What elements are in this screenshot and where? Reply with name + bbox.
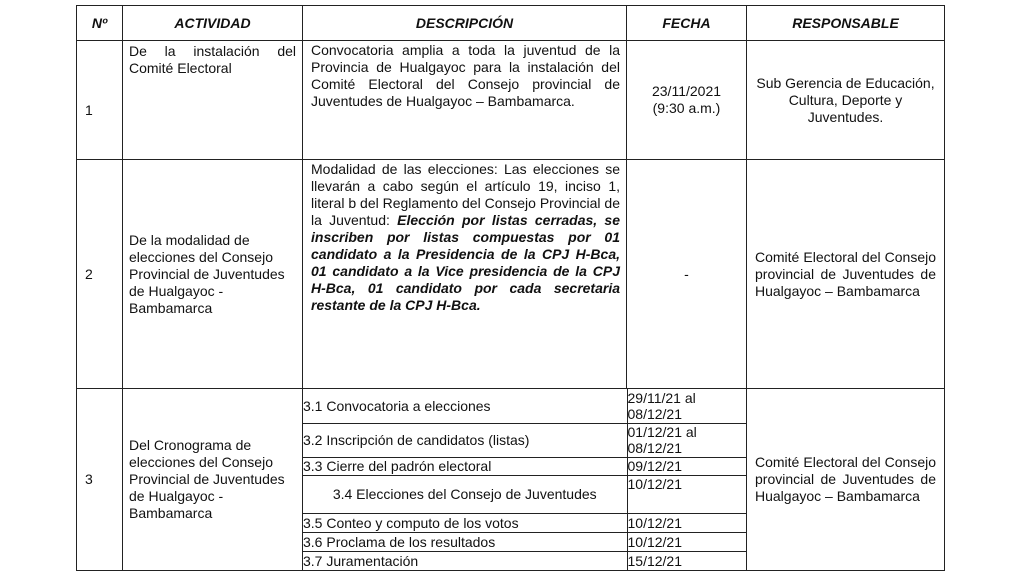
header-descripcion: DESCRIPCIÓN	[303, 6, 627, 41]
schedule-item	[303, 389, 747, 423]
row-responsable: Comité Electoral del Consejo provincial de Juventudes de Hualgayoc – Bambamarca	[747, 389, 945, 571]
schedule-item	[303, 475, 747, 513]
schedule-activity: 3.6 Proclama de los resultados	[303, 532, 627, 551]
row-descripcion	[303, 160, 627, 389]
schedule-activity: 3.1 Convocatoria a elecciones	[303, 389, 627, 423]
row-actividad: Del Cronograma de elecciones del Consejo Provincial de Juventudes de Hualgayoc - Bambamarca	[123, 389, 303, 571]
row-responsable: Comité Electoral del Consejo provincial de Juventudes de Hualgayoc – Bambamarca	[747, 160, 945, 389]
descripcion-normal: Modalidad de las elecciones: Las elecciones se llevarán a cabo según el artículo 19, inciso 1, literal b del Reglamento del Consejo Provincial de la Juventud:	[311, 161, 620, 228]
schedule-date: 09/12/21	[627, 457, 747, 475]
table-row	[77, 160, 945, 389]
schedule-date: 10/12/21	[627, 513, 747, 532]
table-row	[77, 389, 945, 571]
schedule-item	[303, 532, 747, 551]
row-descripcion: Convocatoria amplia a toda la juventud de la Provincia de Hualgayoc para la instalación del Comité Electoral del Consejo provincial de Juventudes de Hualgayoc – Bambamarca.	[303, 41, 627, 160]
schedule-subtable	[303, 389, 747, 570]
header-actividad: ACTIVIDAD	[123, 6, 303, 41]
schedule-date: 10/12/21	[627, 532, 747, 551]
row-actividad: De la modalidad de elecciones del Consejo Provincial de Juventudes de Hualgayoc - Bambamarca	[123, 160, 303, 389]
row-responsable: Sub Gerencia de Educación, Cultura, Deporte y Juventudes.	[747, 41, 945, 160]
row-actividad: De la instalación del Comité Electoral	[123, 41, 303, 160]
schedule-activity: 3.5 Conteo y computo de los votos	[303, 513, 627, 532]
row-number: 1	[77, 41, 123, 160]
fecha-time: (9:30 a.m.)	[652, 100, 721, 116]
header-responsable: RESPONSABLE	[747, 6, 945, 41]
schedule-table	[76, 5, 945, 571]
schedule-item	[303, 457, 747, 475]
schedule-date: 10/12/21	[627, 475, 747, 513]
table-row	[77, 41, 945, 160]
schedule-item	[303, 513, 747, 532]
row-fecha: -	[627, 160, 747, 389]
schedule-activity: 3.2 Inscripción de candidatos (listas)	[303, 423, 627, 457]
header-fecha: FECHA	[627, 6, 747, 41]
schedule-item	[303, 423, 747, 457]
row-number: 3	[77, 389, 123, 571]
schedule-item	[303, 551, 747, 570]
fecha-date: 23/11/2021	[651, 83, 722, 99]
schedule-date: 29/11/21 al 08/12/21	[627, 389, 747, 423]
row-fecha	[627, 41, 747, 160]
row-number: 2	[77, 160, 123, 389]
schedule-activity: 3.4 Elecciones del Consejo de Juventudes	[303, 475, 627, 513]
schedule-date: 15/12/21	[627, 551, 747, 570]
descripcion-bold: Elección por listas cerradas, se inscriben por listas compuestas por 01 candidato a la Presidencia de la CPJ H-Bca, 01 candidato a la Vice presidencia de la CPJ H-Bca, 01 candidato por cada secretaria restante de la CPJ H-Bca.	[311, 212, 620, 313]
schedule-activity: 3.3 Cierre del padrón electoral	[303, 457, 627, 475]
schedule-date: 01/12/21 al 08/12/21	[627, 423, 747, 457]
schedule-activity: 3.7 Juramentación	[303, 551, 627, 570]
schedule-subtable-cell	[303, 389, 747, 571]
header-num: Nº	[77, 6, 123, 41]
header-row	[77, 6, 945, 41]
